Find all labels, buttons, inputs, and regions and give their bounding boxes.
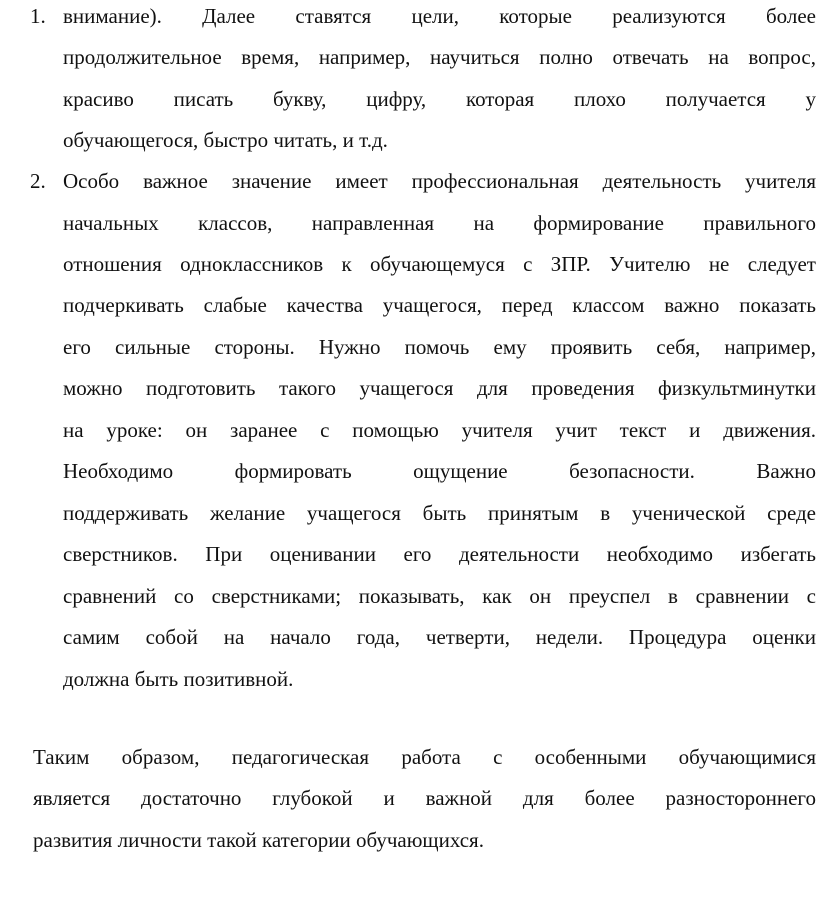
text-line: сверстников. При оценивании его деятельности необходимо избегать: [63, 544, 816, 566]
text-line: подчеркивать слабые качества учащегося, перед классом важно показать: [63, 295, 816, 317]
text-line: Необходимо формировать ощущение безопасности. Важно: [63, 461, 816, 483]
text-line: Особо важное значение имеет профессиональная деятельность учителя: [63, 171, 816, 193]
text-line: поддерживать желание учащегося быть принятым в ученической среде: [63, 503, 816, 525]
text-line: продолжительное время, например, научиться полно отвечать на вопрос,: [63, 47, 816, 69]
list-item-number: 1.: [30, 4, 46, 28]
text-line: можно подготовить такого учащегося для проведения физкультминутки: [63, 378, 816, 400]
list-item-number: 2.: [30, 169, 46, 193]
text-line: красиво писать букву, цифру, которая плохо получается у: [63, 89, 816, 111]
text-line: является достаточно глубокой и важной для более разностороннего: [33, 788, 816, 810]
text-line: Таким образом, педагогическая работа с особенными обучающимися: [33, 747, 816, 769]
text-line: развития личности такой категории обучающихся.: [33, 828, 484, 852]
text-line: сравнений со сверстниками; показывать, как он преуспел в сравнении с: [63, 586, 816, 608]
text-line: на уроке: он заранее с помощью учителя учит текст и движения.: [63, 420, 816, 442]
text-line: отношения одноклассников к обучающемуся с ЗПР. Учителю не следует: [63, 254, 816, 276]
text-line: его сильные стороны. Нужно помочь ему проявить себя, например,: [63, 337, 816, 359]
text-line: обучающегося, быстро читать, и т.д.: [63, 128, 388, 152]
text-line: начальных классов, направленная на формирование правильного: [63, 213, 816, 235]
text-line: внимание). Далее ставятся цели, которые реализуются более: [63, 6, 816, 28]
text-line: должна быть позитивной.: [63, 667, 294, 691]
text-line: самим собой на начало года, четверти, недели. Процедура оценки: [63, 627, 816, 649]
